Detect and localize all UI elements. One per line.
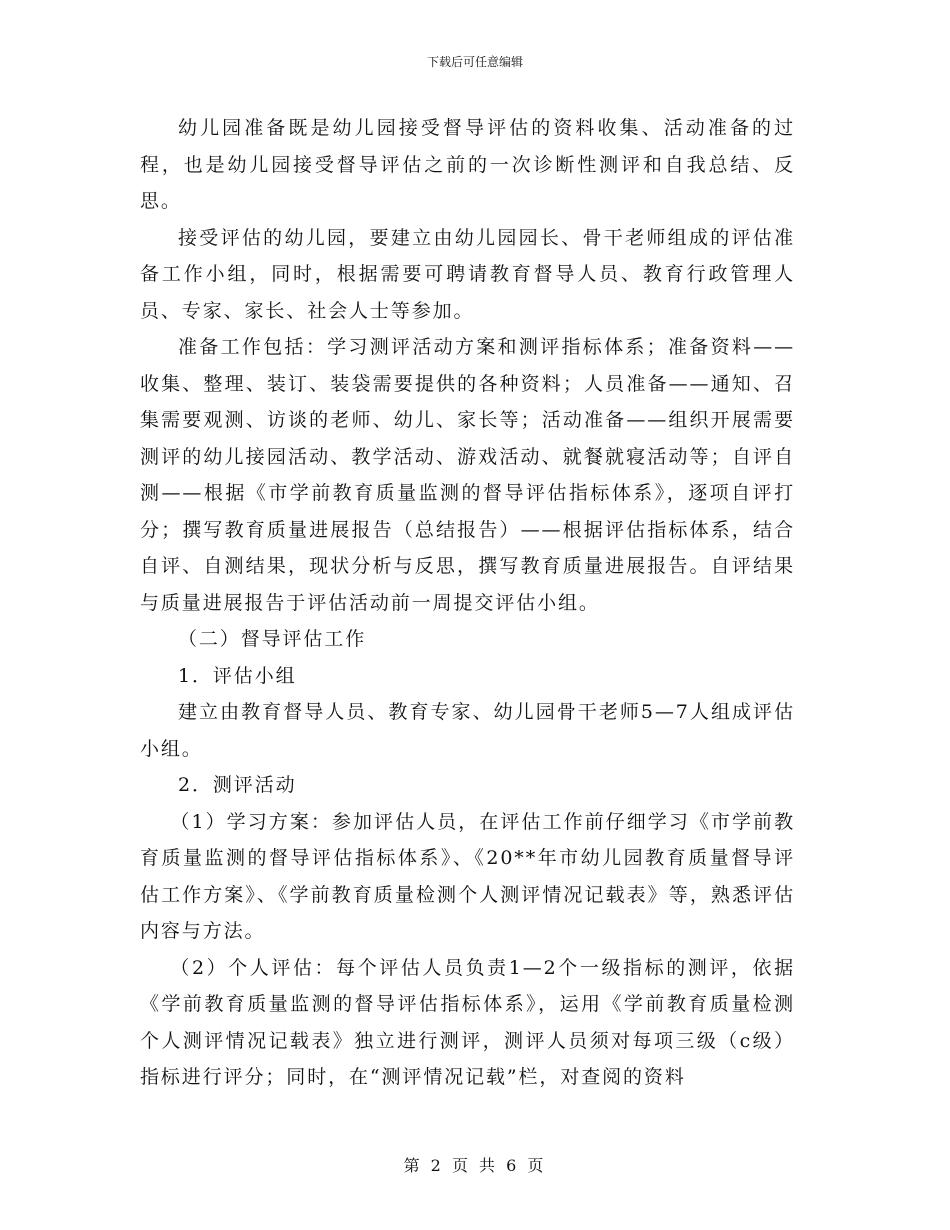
paragraph-evaluation-team: 建立由教育督导人员、教育专家、幼儿园骨干老师5—7人组成评估小组。 bbox=[140, 701, 795, 760]
paragraph-individual-evaluation: （2）个人评估：每个评估人员负责1—2个一级指标的测评，依据《学前教育质量监测的督导评估指标体系》，运用《学前教育质量检测个人测评情况记载表》独立进行测评，测评人员须对每项三级（c级）指标进行评分；同时，在“测评情况记载”栏，对查阅的资料 bbox=[140, 956, 795, 1088]
subheading-evaluation-team: 1．评估小组 bbox=[178, 664, 297, 687]
paragraph-preparation-work: 准备工作包括：学习测评活动方案和测评指标体系；准备资料——收集、整理、装订、装袋需要提供的各种资料；人员准备——通知、召集需要观测、访谈的老师、幼儿、家长等；活动准备——组织开展需要测评的幼儿接园活动、教学活动、游戏活动、就餐就寝活动等；自评自测——根据《市学前教育质量监测的督导评估指标体系》，逐项自评打分；撰写教育质量进展报告（总结报告）——根据评估指标体系，结合自评、自测结果，现状分析与反思，撰写教育质量进展报告。自评结果与质量进展报告于评估活动前一周提交评估小组。 bbox=[140, 336, 795, 614]
page-header: 下载后可任意编辑 bbox=[426, 55, 523, 69]
document-body bbox=[140, 110, 795, 1096]
subheading-evaluation-activity: 2．测评活动 bbox=[178, 774, 297, 796]
section-heading-supervision: （二）督导评估工作 bbox=[178, 628, 367, 650]
paragraph-preparation-team: 接受评估的幼儿园，要建立由幼儿园园长、骨干老师组成的评估准备工作小组，同时，根据需要可聘请教育督导人员、教育行政管理人员、专家、家长、社会人士等参加。 bbox=[140, 226, 795, 322]
paragraph-preparation-intro: 幼儿园准备既是幼儿园接受督导评估的资料收集、活动准备的过程，也是幼儿园接受督导评估之前的一次诊断性测评和自我总结、反思。 bbox=[140, 117, 795, 212]
paragraph-study-plan: （1）学习方案：参加评估人员，在评估工作前仔细学习《市学前教育质量监测的督导评估指标体系》、《20**年市幼儿园教育质量督导评估工作方案》、《学前教育质量检测个人测评情况记载表》等，熟悉评估内容与方法。 bbox=[140, 810, 795, 942]
page-number: 第 2 页 共 6 页 bbox=[403, 1156, 547, 1175]
